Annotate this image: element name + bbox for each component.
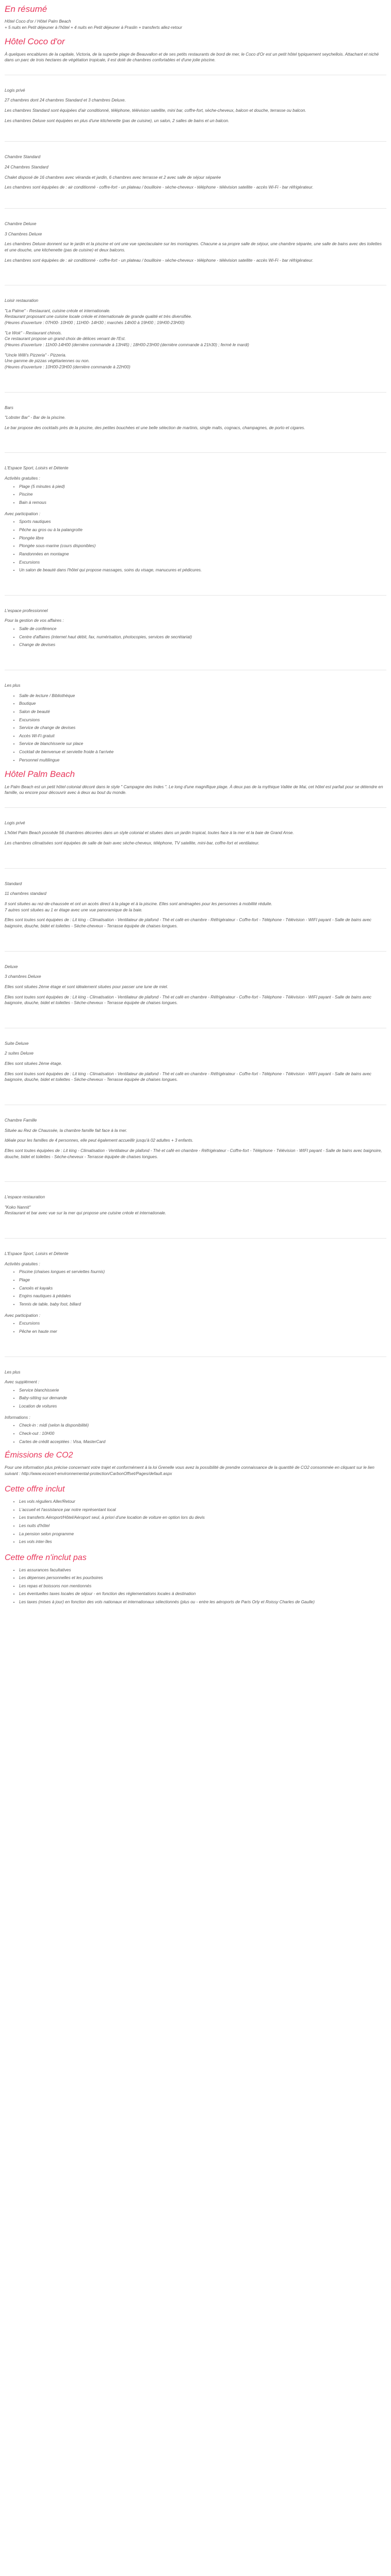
palm-resto-line: Restaurant et bar avec vue sur la mer qui propose une cuisine créole et internationale. [5,1211,167,1216]
coco-dlx-text: Les chambres sont équipées de : air conditionné - coffre-fort - un plateau / bouilloire - sèche-cheveux - téléphone - télévision satellite - accès Wi-Fi - bar réfrigérateur. [5,258,314,263]
list-item: • Les taxes (mises à jour) en fonction des vols nationaux et internationaux sélectionnés (plus ou - entre les aéroports de Paris Orly et Roissy Charles de Gaulle) [19,1599,386,1605]
list-item: • Service blanchisserie [19,1387,386,1394]
summary-line: Hôtel Coco d'or / Hôtel Palm Beach [5,19,71,24]
list-item: • Service de change de devises [19,725,386,731]
palm-std-text: Il sont situées au rez-de-chaussée et ont un accès direct à la plage et à la piscine. Elles sont aménagées pour les personnes à mobilité réduite. [5,902,272,907]
palm-fam-text: Idéale pour les familles de 4 personnes, elle peut également accueillir jusqu'à 02 adultes + 3 enfants. [5,1138,193,1143]
summary-section [5,3,386,30]
palm-logis-title: Logis privé [5,820,25,825]
palm-suite-title: Suite Deluxe [5,1041,29,1046]
divider [5,141,386,142]
list-item: • Accès Wi-Fi gratuit [19,733,386,739]
palm-sport-paid-list [5,1320,386,1334]
coco-resto-line: "La Palme" - Restaurant, cuisine créole et internationale. [5,308,111,313]
palm-dlx-title: Deluxe [5,964,18,969]
coco-bars-text: "Lobster Bar" - Bar de la piscine. [5,415,66,420]
palm-fam-title: Chambre Famille [5,1117,37,1123]
summary-line: + 5 nuits en Petit déjeuner à l'hôtel + 4 nuits en Petit déjeuner à Praslin + transferts allez-retour [5,25,183,30]
coco-sport-paid-list [5,519,386,573]
list-item: • Plage (5 minutes à pied) [19,484,386,490]
coco-bars-title: Bars [5,405,13,410]
list-item: • Les dépenses personnelles et les pourboires [19,1575,386,1581]
coco-std-title: Chambre Standard [5,155,41,160]
coco-resto-title: Loisir restauration [5,298,39,303]
coco-logis-title: Logis privé [5,88,25,93]
excludes-section [5,1552,386,1605]
palm-section [5,768,386,1445]
divider [5,868,386,869]
coco-more-list [5,693,386,764]
list-item: • Change de devises [19,642,386,648]
coco-resto-line: (Heures d'ouverture : 11h00-14H00 (dernière commande à 13H45) ; 18H00-23H00 (dernière commande à 21h30) ; fermé le mardi) [5,342,249,347]
list-item: • Check-out : 10H00 [19,1431,386,1437]
palm-fam-text: Située au Rez de Chaussée, la chambre famille fait face à la mer. [5,1128,127,1133]
palm-suite-text: Elles sont situées 2ème étage. [5,1061,62,1066]
co2-section [5,1450,386,1477]
list-item: • L'accueil et l'assistance par notre représentant local [19,1507,386,1513]
palm-fam-text: Elles sont toutes équipées de : Lit king - Climatisation - Ventilateur de plafond - Thé et café en chambre - Réfrigérateur - Coffre-fort - Téléphone - Télévision - WIFI payant - Salle de bains avec baignoire, douche, bidet et toilettes - Sèche-cheveux - Terrasse équipée de chaises longues. [5,1148,382,1159]
includes-section [5,1484,386,1545]
list-item: • Location de voitures [19,1403,386,1410]
list-item: • Cocktail de bienvenue et serviette froide à l'arrivée [19,749,386,755]
coco-pro-title: L'espace professionnel [5,608,48,613]
coco-dlx-count: 3 Chambres Deluxe [5,231,42,236]
palm-more-info-label: Informations : [5,1415,30,1420]
palm-dlx-text: Elles sont toutes sont équipées de : Lit king - Climatisation - Ventilateur de plafond - Thé et café en chambre - Réfrigérateur - Coffre-fort - Téléphone - Télévision - WIFI payant - Salle de bains avec baignoire, douche, bidet et toilettes - Sèche-cheveux - Terrasse équipée de chaises longues. [5,994,371,1006]
coco-resto-line: (Heures d'ouverture : 10H00-23H00 (dernière commande à 22H00) [5,364,131,369]
list-item: • Les transferts Aéroport/Hôtel/Aéroport seul, à priori d'une location de voiture en option lors du devis [19,1515,386,1521]
list-item: • Canoës et kayaks [19,1285,386,1292]
list-item: • Plongée libre [19,535,386,541]
palm-std-count: 11 chambres standard [5,891,46,896]
list-item: • Pêche au gros ou à la palangrotte [19,527,386,533]
summary-title: En résumé [5,4,47,14]
palm-std-title: Standard [5,881,22,886]
palm-sport-paid-label: Avec participation : [5,1313,41,1318]
includes-list [5,1499,386,1545]
list-item: • Les nuits d'hôtel [19,1523,386,1529]
palm-more-title: Les plus [5,1369,21,1375]
list-item: • Plongée sous-marine (cours disponibles) [19,543,386,549]
palm-dlx-text: Elles sont situées 2ème étage et sont idéalement situées pour passer une lune de miel. [5,984,168,989]
list-item: • Piscine (chaises longues et serviettes fournis) [19,1269,386,1275]
palm-resto-title: L'espace restauration [5,1195,45,1200]
palm-sport-free-list [5,1269,386,1307]
list-item: • Salon de beauté [19,709,386,715]
list-item: • Les assurances facultatives [19,1567,386,1573]
divider [5,595,386,596]
palm-std-text: 7 autres sont situées au 1 er étage avec une vue panoramique de la baie. [5,907,143,912]
coco-section [5,36,386,763]
excludes-list [5,1567,386,1605]
palm-more-extra-list [5,1387,386,1410]
palm-dlx-count: 3 chambres Deluxe [5,974,41,979]
list-item: • Centre d'affaires (internet haut débit, fax, numérisation, photocopies, services de secrétariat) [19,634,386,640]
palm-logis-text: Les chambres climatisées sont équipées de salle de bain avec sèche-cheveux, téléphone, TV satellite, mini-bar, coffre-fort et ventilateur. [5,841,259,846]
list-item: • Excursions [19,560,386,566]
coco-sport-free-list [5,484,386,506]
coco-sport-paid-label: Avec participation : [5,511,41,516]
list-item: • Les éventuelles taxes locales de séjour - en fonction des réglementations locales à destination [19,1591,386,1597]
palm-logis-text: L'hôtel Palm Beach possède 56 chambres décorées dans un style colonial et situées dans un jardin tropical, toutes face à la mer et la baie de Grand Anse. [5,831,294,836]
list-item: • Randonnées en montagne [19,551,386,557]
coco-logis-text: Les chambres Standard sont équipées d'air conditionné, téléphone, télévision satellite, mini bar, coffre-fort, sèche-cheveux, balcon et douche, terrasse ou balcon. [5,108,306,113]
palm-more-info-list [5,1422,386,1445]
coco-pro-intro: Pour la gestion de vos affaires : [5,618,64,623]
palm-sport-free-label: Activités gratuites : [5,1261,40,1266]
coco-resto-line: Une gamme de pizzas végétariennes ou non. [5,359,90,364]
divider [5,208,386,209]
coco-resto-line: (Heures d'ouverture : 07H00- 10H00 ; 11H00- 14H30 ; marchés 14h00 à 19H00 ; 19H00-23H00) [5,320,185,326]
list-item: • Salle de conférence [19,626,386,632]
coco-resto-line: "Uncle Willi's Pizzeria" - Pizzeria. [5,352,67,358]
list-item: • Engins nautiques à pédales [19,1293,386,1299]
palm-sport-title: L'Espace Sport, Loisirs et Détente [5,1251,69,1257]
palm-more-extra-label: Avec supplément : [5,1380,40,1385]
list-item: • Bain à remous [19,500,386,506]
list-item: • Les vols inter-îles [19,1539,386,1545]
palm-title: Hôtel Palm Beach [5,769,75,779]
coco-std-text: Chalet disposé de 16 chambres avec véranda et jardin, 6 chambres avec terrasse et 2 avec salle de séjour séparée [5,175,221,180]
coco-pro-list [5,626,386,648]
coco-more-title: Les plus [5,683,21,688]
palm-description: Le Palm Beach est un petit hôtel colonial décoré dans le style " Campagne des Indes ". Le long d'une magnifique plage. À deux pas de la mythique Vallée de Mai, cet hôtel est parfait pour se détendre en famille, ou encore pour découvrir avec à deux au bout du monde. [5,784,383,795]
list-item: • Personnel multilingue [19,757,386,764]
coco-sport-free-label: Activités gratuites : [5,476,40,481]
divider [5,452,386,453]
co2-title: Émissions de CO2 [5,1451,73,1460]
coco-title: Hôtel Coco d'or [5,37,65,47]
coco-dlx-title: Chambre Deluxe [5,221,37,226]
divider [5,807,386,808]
coco-resto-line: Ce restaurant propose un grand choix de délices venant de l'Est. [5,336,126,342]
list-item: • Les repas et boissons non mentionnés [19,1583,386,1589]
coco-std-text: Les chambres sont équipées de : air conditionné - coffre-fort - un plateau / bouilloire - sèche-cheveux - téléphone - télévision satellite - accès Wi-Fi - bar réfrigérateur. [5,185,314,190]
list-item: • Pêche en haute mer [19,1329,386,1335]
co2-text: Pour une information plus précise concernant votre trajet et conformément à la loi Grenelle vous avez la possibilité de prendre connaissance de la quantité de CO2 consommée en cliquant sur le lien suivant : http://www.ecocert-environnemental-protection/CarbonOffset/Pages/default.aspx [5,1465,374,1476]
list-item: • Excursions [19,1320,386,1327]
coco-description: À quelques encablures de la capitale, Victoria, de la superbe plage de Beauvallon et de ses petits restaurants de bord de mer, le Coco d'Or est un petit hôtel typiquement seychellois. Attachant et niché dans un parc de trois hectares de végétation tropicale, il est doté de chambres confortables et d'une jolie piscine. [5,52,379,63]
palm-resto-line: "Koko Nannit" [5,1205,31,1210]
list-item: • Service de blanchisserie sur place [19,741,386,747]
list-item: • Boutique [19,701,386,707]
coco-logis-text: 27 chambres dont 24 chambres Standard et 3 chambres Deluxe. [5,98,126,103]
palm-suite-count: 2 suites Deluxe [5,1051,34,1056]
divider [5,392,386,393]
divider [5,1181,386,1182]
divider [5,951,386,952]
list-item: • Salle de lecture / Bibliothèque [19,693,386,699]
coco-dlx-text: Les chambres Deluxe donnent sur le jardin et la piscine et ont une vue spectaculaire sur les montagnes. Chacune a sa propre salle de séjour, une chambre séparée, une salle de bains avec des toilettes et une douche, une kitchenette (pas de cuisine) et deux balcons. [5,242,382,252]
list-item: • Les vols réguliers Aller/Retour [19,1499,386,1505]
list-item: • Cartes de crédit acceptées : Visa, MasterCard [19,1439,386,1445]
list-item: • Plage [19,1277,386,1283]
list-item: • Piscine [19,492,386,498]
coco-logis-text: Les chambres Deluxe sont équipées en plus d'une kitchenette (pas de cuisine), un salon, 2 salles de bains et un balcon. [5,118,230,123]
coco-std-count: 24 Chambres Standard [5,165,48,170]
palm-std-text: Elles sont toutes sont équipées de : Lit king - Climatisation - Ventilateur de plafond - Thé et café en chambre - Réfrigérateur - Coffre-fort - Téléphone - Télévision - WIFI payant - Salle de bains avec baignoire, douche, bidet et toilettes - Sèche-cheveux - Terrasse équipée de chaises longues. [5,918,371,928]
coco-resto-line: Restaurant proposant une cuisine locale créole et internationale de grande qualité et très diversifiée. [5,314,192,319]
coco-resto-line: "Le Wok" - Restaurant chinois. [5,330,62,335]
list-item: • Tennis de table, baby foot, billard [19,1301,386,1308]
coco-sport-title: L'Espace Sport, Loisirs et Détente [5,466,69,471]
excludes-title: Cette offre n'inclut pas [5,1553,87,1562]
list-item: • Sports nautiques [19,519,386,525]
list-item: • La pension selon programme [19,1531,386,1537]
list-item: • Baby-sitting sur demande [19,1395,386,1401]
coco-bars-text: Le bar propose des cocktails près de la piscine, des petites bouchées et une belle sélection de martinis, single malts, cognacs, champagnes, de porto et cigares. [5,425,305,430]
includes-title: Cette offre inclut [5,1485,65,1494]
list-item: • Check-in : midi (selon la disponibilité) [19,1422,386,1429]
divider [5,1238,386,1239]
list-item: • Un salon de beauté dans l'hôtel qui propose massages, soins du visage, manucures et pédicures. [19,567,386,573]
list-item: • Excursions [19,717,386,723]
palm-suite-text: Elles sont toutes sont équipées de : Lit king - Climatisation - Ventilateur de plafond - Thé et café en chambre - Réfrigérateur - Coffre-fort - Téléphone - Télévision - WIFI payant - Salle de bains avec baignoire, douche, bidet et toilettes - Sèche-cheveux - Terrasse équipée de chaises longues. [5,1071,371,1082]
